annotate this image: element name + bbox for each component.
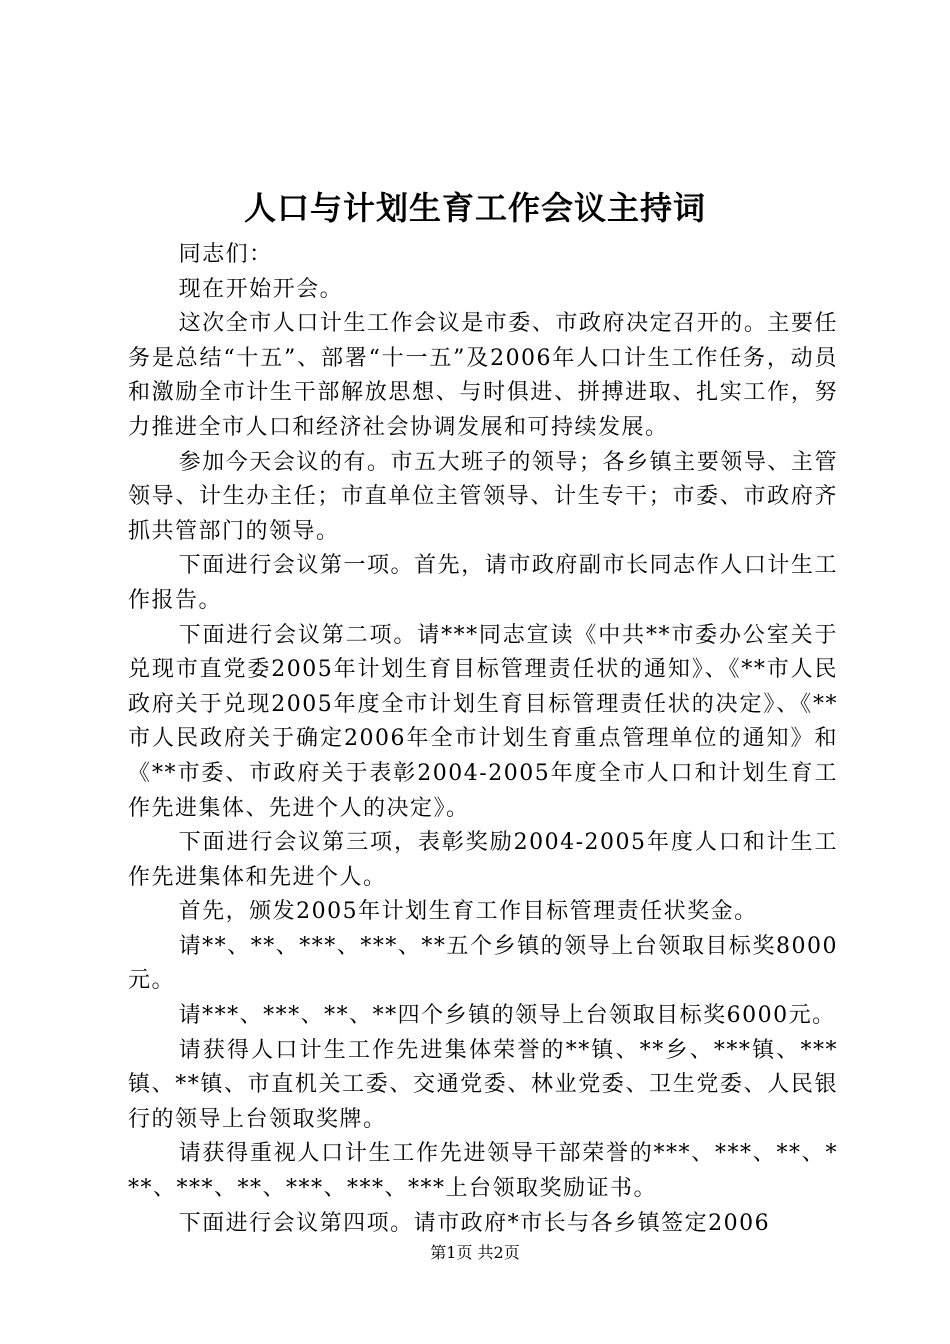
paragraph: 请***、***、**、**四个乡镇的领导上台领取目标奖6000元。 [178,1003,836,1029]
paragraph: 下面进行会议第二项。请***同志宣读《中共**市委办公室关于兑现市直党委2005年计划生育目标管理责任状的通知》、《**市人民政府关于兑现2005年度全市计划生育目标管理责任状的决定》、《**市人民政府关于确定2006年全市计划生育重点管理单位的通知》和《**市委、市政府关于表彰2004-2005年度全市人口和计划生育工作先进集体、先进个人的决定》。 [128,622,838,821]
page-number-footer: 第1页 共2页 [430,1243,520,1262]
paragraph: 下面进行会议第三项，表彰奖励2004-2005年度人口和计生工作先进集体和先进个人。 [128,830,838,890]
paragraph: 请获得人口计生工作先进集体荣誉的**镇、**乡、***镇、***镇、**镇、市直机关工委、交通党委、林业党委、卫生党委、人民银行的领导上台领取奖牌。 [128,1037,838,1132]
document-body [128,238,838,1241]
paragraph: 下面进行会议第四项。请市政府*市长与各乡镇签定2006 [178,1210,771,1236]
paragraph: 下面进行会议第一项。首先，请市政府副市长同志作人口计生工作报告。 [128,553,838,613]
paragraph: 请**、**、***、***、**五个乡镇的领导上台领取目标奖8000元。 [128,933,838,994]
paragraph: 这次全市人口计生工作会议是市委、市政府决定召开的。主要任务是总结“十五”、部署“十一五”及2006年人口计生工作任务，动员和激励全市计生干部解放思想、与时俱进、拼搏进取、扎实工作，努力推进全市人口和经济社会协调发展和可持续发展。 [128,311,838,440]
paragraph: 参加今天会议的有。市五大班子的领导；各乡镇主要领导、主管领导、计生办主任；市直单位主管领导、计生专干；市委、市政府齐抓共管部门的领导。 [128,449,838,544]
paragraph: 首先，颁发2005年计划生育工作目标管理责任状奖金。 [178,899,758,925]
paragraph: 同志们： [178,242,273,267]
paragraph: 现在开始开会。 [178,276,344,302]
document-title: 人口与计划生育工作会议主持词 [243,189,706,227]
paragraph: 请获得重视人口计生工作先进领导干部荣誉的***、***、**、***、***、**、***、***、***上台领取奖励证书。 [128,1141,838,1202]
